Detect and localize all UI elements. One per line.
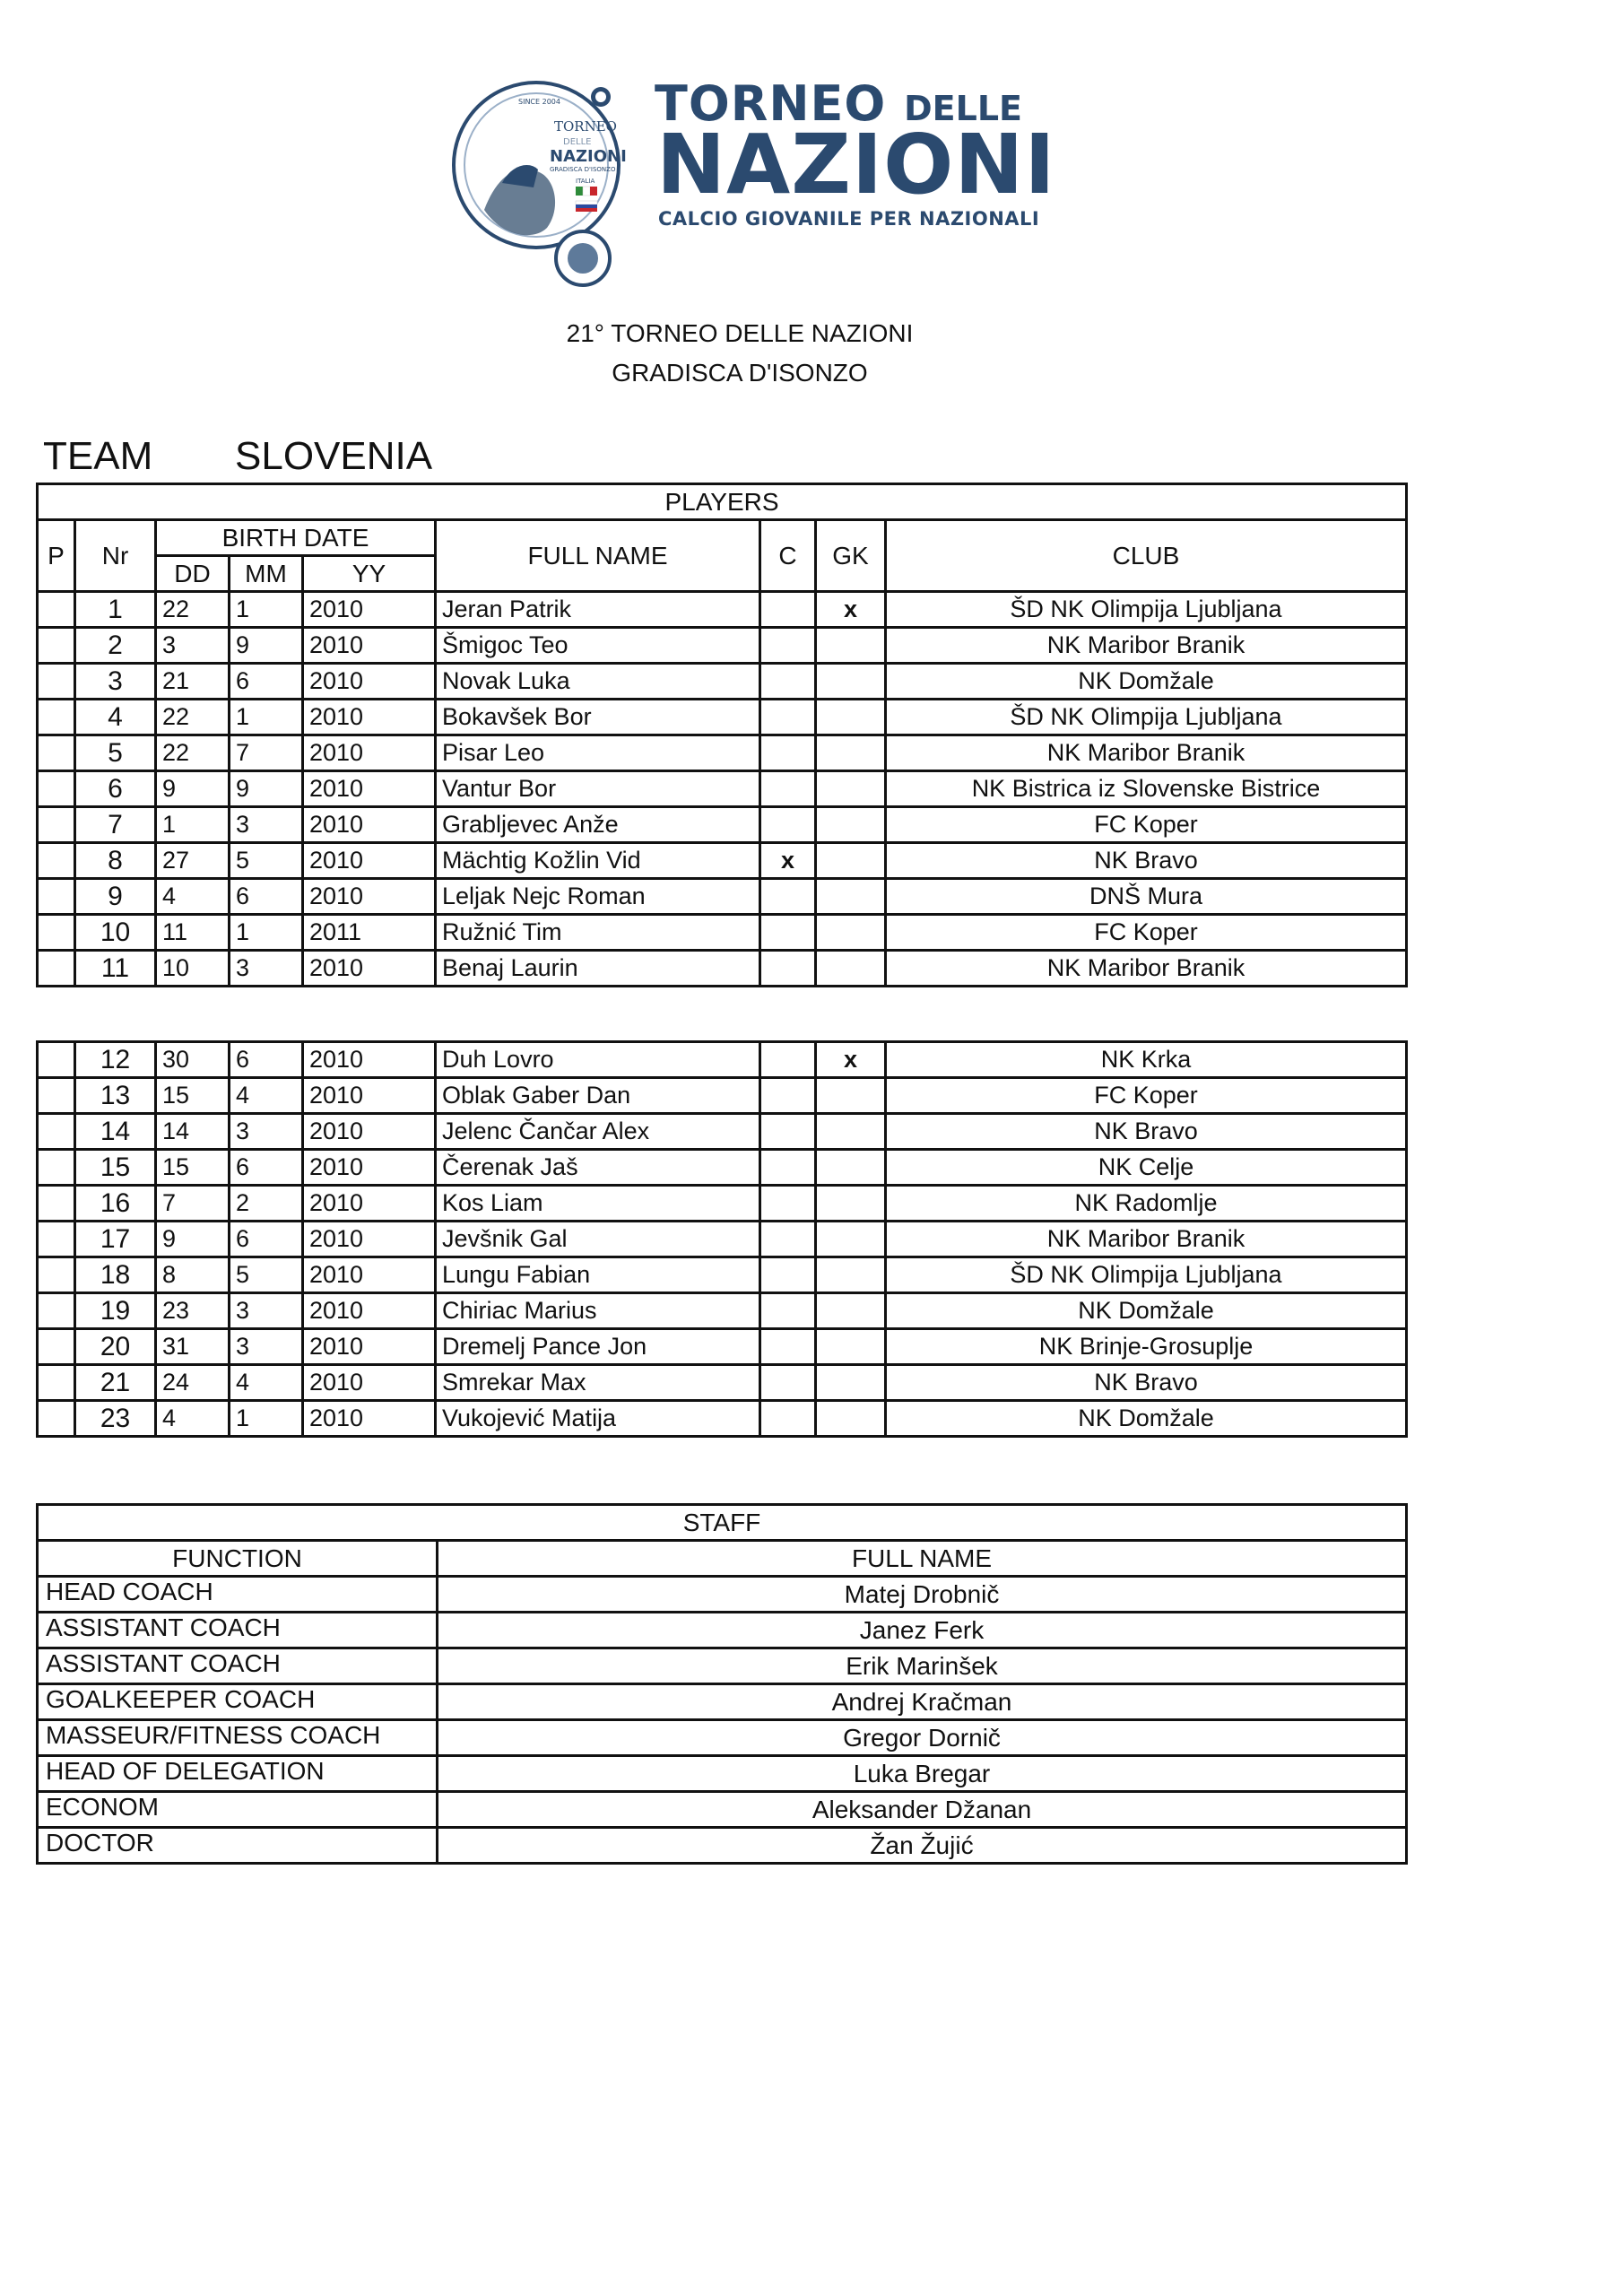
cell-mm: 1 xyxy=(230,915,303,951)
team-label: TEAM xyxy=(43,434,153,478)
cell-full-name: Chiriac Marius xyxy=(436,1293,760,1329)
table-row xyxy=(38,879,1407,915)
cell-dd: 7 xyxy=(156,1186,230,1222)
cell-full-name: Dremelj Pance Jon xyxy=(436,1329,760,1365)
cell-staff-name: Gregor Dornič xyxy=(438,1720,1407,1756)
cell-function: HEAD COACH xyxy=(38,1577,438,1613)
cell-goalkeeper xyxy=(816,879,886,915)
cell-dd: 22 xyxy=(156,592,230,628)
cell-captain xyxy=(760,807,816,843)
cell-p xyxy=(38,771,75,807)
cell-p xyxy=(38,1114,75,1150)
cell-club: NK Krka xyxy=(886,1042,1407,1078)
cell-yy: 2010 xyxy=(303,700,436,735)
col-header-yy: YY xyxy=(303,556,436,592)
cell-yy: 2010 xyxy=(303,1042,436,1078)
col-header-nr: Nr xyxy=(75,520,156,592)
col-header-c: C xyxy=(760,520,816,592)
table-row xyxy=(38,628,1407,664)
cell-nr: 18 xyxy=(75,1257,156,1293)
cell-mm: 2 xyxy=(230,1186,303,1222)
cell-full-name: Benaj Laurin xyxy=(436,951,760,987)
cell-p xyxy=(38,1186,75,1222)
table-row xyxy=(38,664,1407,700)
cell-mm: 3 xyxy=(230,1293,303,1329)
cell-full-name: Bokavšek Bor xyxy=(436,700,760,735)
cell-club: NK Bistrica iz Slovenske Bistrice xyxy=(886,771,1407,807)
cell-yy: 2010 xyxy=(303,1329,436,1365)
cell-club: FC Koper xyxy=(886,1078,1407,1114)
cell-club: NK Domžale xyxy=(886,664,1407,700)
cell-p xyxy=(38,664,75,700)
cell-nr: 19 xyxy=(75,1293,156,1329)
cell-staff-name: Erik Marinšek xyxy=(438,1648,1407,1684)
cell-dd: 24 xyxy=(156,1365,230,1401)
cell-p xyxy=(38,1150,75,1186)
cell-yy: 2010 xyxy=(303,1186,436,1222)
cell-yy: 2010 xyxy=(303,1293,436,1329)
cell-nr: 5 xyxy=(75,735,156,771)
team-name: SLOVENIA xyxy=(235,434,433,478)
cell-dd: 1 xyxy=(156,807,230,843)
cell-goalkeeper xyxy=(816,915,886,951)
cell-nr: 6 xyxy=(75,771,156,807)
cell-goalkeeper xyxy=(816,1078,886,1114)
cell-club: NK Bravo xyxy=(886,1114,1407,1150)
cell-function: MASSEUR/FITNESS COACH xyxy=(38,1720,438,1756)
emblem-text-city: GRADISCA D'ISONZO xyxy=(550,166,616,173)
cell-club: FC Koper xyxy=(886,807,1407,843)
cell-captain xyxy=(760,735,816,771)
cell-goalkeeper xyxy=(816,1329,886,1365)
col-header-dd: DD xyxy=(156,556,230,592)
cell-yy: 2010 xyxy=(303,771,436,807)
staff-row xyxy=(38,1756,1407,1792)
cell-p xyxy=(38,1329,75,1365)
cell-captain xyxy=(760,700,816,735)
col-header-birth-date: BIRTH DATE xyxy=(156,520,436,556)
cell-dd: 4 xyxy=(156,1401,230,1437)
cell-mm: 3 xyxy=(230,951,303,987)
wordmark-nazioni: NAZIONI xyxy=(656,117,1056,213)
cell-staff-name: Matej Drobnič xyxy=(438,1577,1407,1613)
cell-nr: 9 xyxy=(75,879,156,915)
cell-dd: 3 xyxy=(156,628,230,664)
cell-full-name: Jevšnik Gal xyxy=(436,1222,760,1257)
cell-yy: 2010 xyxy=(303,1114,436,1150)
cell-nr: 3 xyxy=(75,664,156,700)
cell-mm: 3 xyxy=(230,1329,303,1365)
cell-dd: 14 xyxy=(156,1114,230,1150)
tournament-logo xyxy=(448,75,1056,300)
cell-dd: 30 xyxy=(156,1042,230,1078)
table-row xyxy=(38,1401,1407,1437)
cell-captain xyxy=(760,592,816,628)
cell-nr: 16 xyxy=(75,1186,156,1222)
cell-goalkeeper: x xyxy=(816,592,886,628)
cell-dd: 8 xyxy=(156,1257,230,1293)
cell-mm: 3 xyxy=(230,1114,303,1150)
cell-p xyxy=(38,1042,75,1078)
cell-captain xyxy=(760,1042,816,1078)
cell-club: NK Maribor Branik xyxy=(886,628,1407,664)
staff-table xyxy=(36,1503,1408,1865)
cell-mm: 7 xyxy=(230,735,303,771)
cell-dd: 22 xyxy=(156,735,230,771)
col-header-full-name: FULL NAME xyxy=(436,520,760,592)
cell-mm: 6 xyxy=(230,1042,303,1078)
cell-nr: 11 xyxy=(75,951,156,987)
cell-club: NK Maribor Branik xyxy=(886,951,1407,987)
cell-captain xyxy=(760,1222,816,1257)
cell-full-name: Pisar Leo xyxy=(436,735,760,771)
table-row xyxy=(38,807,1407,843)
cell-full-name: Leljak Nejc Roman xyxy=(436,879,760,915)
cell-full-name: Vantur Bor xyxy=(436,771,760,807)
cell-dd: 9 xyxy=(156,1222,230,1257)
cell-full-name: Kos Liam xyxy=(436,1186,760,1222)
col-header-mm: MM xyxy=(230,556,303,592)
table-row xyxy=(38,1042,1407,1078)
cell-full-name: Mächtig Kožlin Vid xyxy=(436,843,760,879)
table-row xyxy=(38,1078,1407,1114)
cell-club: ŠD NK Olimpija Ljubljana xyxy=(886,592,1407,628)
cell-nr: 4 xyxy=(75,700,156,735)
cell-club: NK Celje xyxy=(886,1150,1407,1186)
cell-dd: 27 xyxy=(156,843,230,879)
cell-full-name: Duh Lovro xyxy=(436,1042,760,1078)
cell-p xyxy=(38,1222,75,1257)
cell-nr: 7 xyxy=(75,807,156,843)
emblem-since: SINCE 2004 xyxy=(518,98,560,106)
table-row xyxy=(38,843,1407,879)
cell-goalkeeper xyxy=(816,735,886,771)
cell-p xyxy=(38,700,75,735)
cell-nr: 23 xyxy=(75,1401,156,1437)
cell-nr: 2 xyxy=(75,628,156,664)
cell-function: ECONOM xyxy=(38,1792,438,1828)
cell-club: NK Domžale xyxy=(886,1293,1407,1329)
wordmark-subtitle: CALCIO GIOVANILE PER NAZIONALI xyxy=(658,208,1040,230)
cell-p xyxy=(38,843,75,879)
cell-dd: 23 xyxy=(156,1293,230,1329)
cell-club: NK Radomlje xyxy=(886,1186,1407,1222)
cell-p xyxy=(38,735,75,771)
cell-p xyxy=(38,1257,75,1293)
table-row xyxy=(38,1293,1407,1329)
table-row xyxy=(38,735,1407,771)
col-header-function: FUNCTION xyxy=(38,1541,438,1577)
tournament-emblem xyxy=(448,75,655,291)
col-header-club: CLUB xyxy=(886,520,1407,592)
table-row xyxy=(38,700,1407,735)
cell-dd: 31 xyxy=(156,1329,230,1365)
cell-club: NK Bravo xyxy=(886,843,1407,879)
cell-goalkeeper: x xyxy=(816,1042,886,1078)
cell-full-name: Grabljevec Anže xyxy=(436,807,760,843)
cell-function: DOCTOR xyxy=(38,1828,438,1864)
cell-captain xyxy=(760,664,816,700)
cell-captain xyxy=(760,1401,816,1437)
cell-mm: 5 xyxy=(230,843,303,879)
table-row xyxy=(38,951,1407,987)
tournament-title: 21° TORNEO DELLE NAZIONI xyxy=(566,319,914,347)
cell-staff-name: Janez Ferk xyxy=(438,1613,1407,1648)
cell-club: ŠD NK Olimpija Ljubljana xyxy=(886,1257,1407,1293)
cell-club: NK Maribor Branik xyxy=(886,1222,1407,1257)
players-section-title: PLAYERS xyxy=(38,484,1407,520)
cell-staff-name: Žan Žujić xyxy=(438,1828,1407,1864)
tournament-location: GRADISCA D'ISONZO xyxy=(612,359,868,387)
cell-goalkeeper xyxy=(816,1222,886,1257)
cell-goalkeeper xyxy=(816,1401,886,1437)
cell-function: HEAD OF DELEGATION xyxy=(38,1756,438,1792)
cell-captain xyxy=(760,1329,816,1365)
cell-staff-name: Luka Bregar xyxy=(438,1756,1407,1792)
cell-nr: 12 xyxy=(75,1042,156,1078)
cell-staff-name: Andrej Kračman xyxy=(438,1684,1407,1720)
cell-mm: 3 xyxy=(230,807,303,843)
cell-mm: 6 xyxy=(230,1150,303,1186)
cell-dd: 4 xyxy=(156,879,230,915)
wordmark-line1: TORNEO xyxy=(655,75,887,132)
table-row xyxy=(38,771,1407,807)
cell-full-name: Smrekar Max xyxy=(436,1365,760,1401)
table-row xyxy=(38,1329,1407,1365)
cell-nr: 15 xyxy=(75,1150,156,1186)
cell-function: ASSISTANT COACH xyxy=(38,1648,438,1684)
cell-goalkeeper xyxy=(816,1365,886,1401)
cell-captain xyxy=(760,951,816,987)
staff-row xyxy=(38,1613,1407,1648)
emblem-flag-label: ITALIA xyxy=(576,178,595,185)
cell-full-name: Oblak Gaber Dan xyxy=(436,1078,760,1114)
cell-dd: 15 xyxy=(156,1078,230,1114)
cell-mm: 4 xyxy=(230,1365,303,1401)
col-header-gk: GK xyxy=(816,520,886,592)
cell-mm: 6 xyxy=(230,664,303,700)
cell-goalkeeper xyxy=(816,664,886,700)
cell-mm: 9 xyxy=(230,628,303,664)
cell-goalkeeper xyxy=(816,951,886,987)
table-row xyxy=(38,1222,1407,1257)
cell-yy: 2010 xyxy=(303,628,436,664)
table-row xyxy=(38,1365,1407,1401)
staff-row xyxy=(38,1684,1407,1720)
cell-goalkeeper xyxy=(816,1114,886,1150)
cell-goalkeeper xyxy=(816,1150,886,1186)
cell-full-name: Jelenc Čančar Alex xyxy=(436,1114,760,1150)
cell-full-name: Novak Luka xyxy=(436,664,760,700)
cell-yy: 2010 xyxy=(303,1401,436,1437)
cell-captain: x xyxy=(760,843,816,879)
cell-function: GOALKEEPER COACH xyxy=(38,1684,438,1720)
staff-row xyxy=(38,1828,1407,1864)
emblem-text-mid: DELLE xyxy=(563,137,592,147)
cell-nr: 13 xyxy=(75,1078,156,1114)
cell-p xyxy=(38,879,75,915)
cell-yy: 2010 xyxy=(303,1365,436,1401)
cell-goalkeeper xyxy=(816,700,886,735)
cell-yy: 2010 xyxy=(303,1078,436,1114)
cell-function: ASSISTANT COACH xyxy=(38,1613,438,1648)
cell-mm: 6 xyxy=(230,879,303,915)
cell-dd: 22 xyxy=(156,700,230,735)
cell-club: NK Brinje-Grosuplje xyxy=(886,1329,1407,1365)
cell-mm: 9 xyxy=(230,771,303,807)
cell-full-name: Lungu Fabian xyxy=(436,1257,760,1293)
cell-yy: 2010 xyxy=(303,1150,436,1186)
staff-row xyxy=(38,1648,1407,1684)
players-table-continued xyxy=(36,1040,1408,1438)
cell-goalkeeper xyxy=(816,843,886,879)
cell-yy: 2010 xyxy=(303,951,436,987)
cell-full-name: Jeran Patrik xyxy=(436,592,760,628)
cell-goalkeeper xyxy=(816,1186,886,1222)
table-row xyxy=(38,1114,1407,1150)
cell-club: NK Domžale xyxy=(886,1401,1407,1437)
cell-nr: 21 xyxy=(75,1365,156,1401)
cell-nr: 17 xyxy=(75,1222,156,1257)
cell-p xyxy=(38,628,75,664)
cell-goalkeeper xyxy=(816,1257,886,1293)
cell-captain xyxy=(760,1257,816,1293)
cell-p xyxy=(38,1365,75,1401)
cell-yy: 2010 xyxy=(303,664,436,700)
cell-p xyxy=(38,1293,75,1329)
cell-goalkeeper xyxy=(816,771,886,807)
cell-captain xyxy=(760,771,816,807)
cell-captain xyxy=(760,1150,816,1186)
cell-dd: 9 xyxy=(156,771,230,807)
emblem-text-top: TORNEO xyxy=(554,118,617,135)
cell-mm: 1 xyxy=(230,700,303,735)
cell-yy: 2010 xyxy=(303,843,436,879)
cell-nr: 20 xyxy=(75,1329,156,1365)
cell-dd: 10 xyxy=(156,951,230,987)
cell-goalkeeper xyxy=(816,1293,886,1329)
cell-captain xyxy=(760,879,816,915)
col-header-p: P xyxy=(38,520,75,592)
cell-yy: 2010 xyxy=(303,1222,436,1257)
cell-yy: 2010 xyxy=(303,1257,436,1293)
cell-mm: 4 xyxy=(230,1078,303,1114)
cell-mm: 6 xyxy=(230,1222,303,1257)
col-header-staff-name: FULL NAME xyxy=(438,1541,1407,1577)
cell-captain xyxy=(760,1365,816,1401)
cell-dd: 15 xyxy=(156,1150,230,1186)
staff-row xyxy=(38,1577,1407,1613)
cell-club: NK Maribor Branik xyxy=(886,735,1407,771)
emblem-text-main: NAZIONI xyxy=(550,147,627,166)
table-row xyxy=(38,915,1407,951)
cell-captain xyxy=(760,915,816,951)
cell-captain xyxy=(760,1293,816,1329)
cell-goalkeeper xyxy=(816,807,886,843)
cell-club: NK Bravo xyxy=(886,1365,1407,1401)
cell-p xyxy=(38,807,75,843)
cell-p xyxy=(38,1078,75,1114)
cell-p xyxy=(38,951,75,987)
cell-p xyxy=(38,1401,75,1437)
cell-goalkeeper xyxy=(816,628,886,664)
wordmark-delle: DELLE xyxy=(904,89,1023,128)
cell-nr: 8 xyxy=(75,843,156,879)
cell-dd: 21 xyxy=(156,664,230,700)
cell-club: ŠD NK Olimpija Ljubljana xyxy=(886,700,1407,735)
cell-captain xyxy=(760,1078,816,1114)
cell-yy: 2010 xyxy=(303,592,436,628)
cell-captain xyxy=(760,628,816,664)
table-row xyxy=(38,1257,1407,1293)
cell-p xyxy=(38,915,75,951)
cell-dd: 11 xyxy=(156,915,230,951)
cell-yy: 2010 xyxy=(303,735,436,771)
cell-nr: 1 xyxy=(75,592,156,628)
cell-full-name: Ružnić Tim xyxy=(436,915,760,951)
cell-nr: 14 xyxy=(75,1114,156,1150)
staff-row xyxy=(38,1720,1407,1756)
cell-club: DNŠ Mura xyxy=(886,879,1407,915)
cell-p xyxy=(38,592,75,628)
cell-full-name: Vukojević Matija xyxy=(436,1401,760,1437)
cell-yy: 2011 xyxy=(303,915,436,951)
cell-yy: 2010 xyxy=(303,879,436,915)
cell-mm: 5 xyxy=(230,1257,303,1293)
cell-captain xyxy=(760,1114,816,1150)
cell-captain xyxy=(760,1186,816,1222)
cell-full-name: Čerenak Jaš xyxy=(436,1150,760,1186)
staff-section-title: STAFF xyxy=(38,1505,1407,1541)
staff-row xyxy=(38,1792,1407,1828)
cell-mm: 1 xyxy=(230,592,303,628)
cell-club: FC Koper xyxy=(886,915,1407,951)
players-table xyxy=(36,483,1408,987)
table-row xyxy=(38,1186,1407,1222)
cell-mm: 1 xyxy=(230,1401,303,1437)
cell-full-name: Šmigoc Teo xyxy=(436,628,760,664)
cell-yy: 2010 xyxy=(303,807,436,843)
cell-staff-name: Aleksander Džanan xyxy=(438,1792,1407,1828)
table-row xyxy=(38,592,1407,628)
table-row xyxy=(38,1150,1407,1186)
cell-nr: 10 xyxy=(75,915,156,951)
